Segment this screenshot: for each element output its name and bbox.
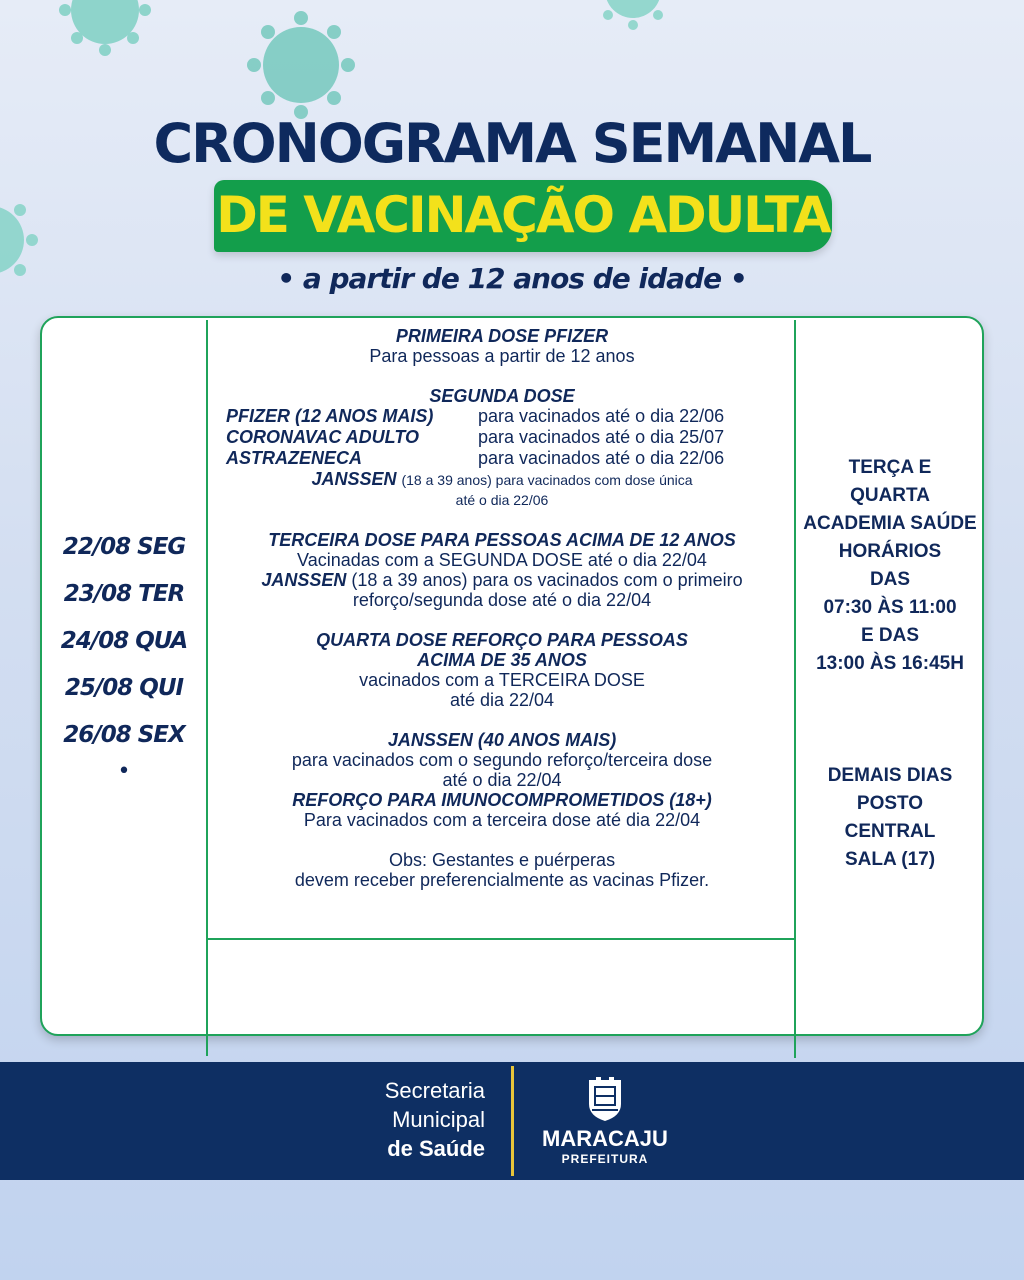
virus-icon [578,0,688,50]
location-line: TERÇA E [848,457,932,478]
secretaria-line: Secretaria [384,1078,485,1103]
location-line: SALA (17) [844,849,936,870]
vaccine-name: CORONAVAC ADULTO [226,427,419,447]
location-line: E DAS [860,625,920,646]
segunda-dose-row [210,427,794,448]
location-line: DAS [869,569,911,590]
secretaria-line: de Saúde [387,1136,485,1161]
quarta-dose-title2: ACIMA DE 35 ANOS [417,650,587,670]
primeira-dose-text: Para pessoas a partir de 12 anos [369,346,635,366]
janssen40-title: JANSSEN (40 ANOS MAIS) [387,730,617,750]
location-line: POSTO [856,793,924,814]
imuno-text: Para vacinados com a terceira dose até dia 22/04 [303,810,701,830]
virus-icon [236,10,366,120]
location-line: QUARTA [850,485,930,506]
terceira-janssen-text: (18 a 39 anos) para os vacinados com o primeiro [351,570,743,590]
vaccine-schedule [210,326,794,890]
segunda-dose-row [210,448,794,469]
footer-divider [511,1066,514,1176]
imuno-title: REFORÇO PARA IMUNOCOMPROMETIDOS (18+) [292,790,712,810]
janssen-text2: até o dia 22/06 [455,492,549,508]
terceira-dose-title: TERCEIRA DOSE PARA PESSOAS ACIMA DE 12 ANOS [268,530,736,550]
date-item: 22/08 SEG [62,534,186,560]
vaccine-name: ASTRAZENECA [226,448,363,468]
date-item: 23/08 TER [63,581,185,607]
janssen40-text: para vacinados com o segundo reforço/terceira dose [291,750,713,770]
vaccine-condition: para vacinados até o dia 22/06 [478,406,725,426]
location-block-2 [796,762,984,874]
footer-bar [0,1062,1024,1180]
vaccine-condition: para vacinados até o dia 22/06 [478,448,725,468]
dates-dot: • [117,759,131,784]
maracaju-crest-icon [586,1076,624,1122]
janssen-text: (18 a 39 anos) para vacinados com dose única [401,472,693,488]
prefeitura-label: PREFEITURA [561,1152,649,1166]
location-line: ACADEMIA SAÚDE [803,513,977,534]
janssen40-text2: até o dia 22/04 [442,770,562,790]
quarta-dose-text2: até dia 22/04 [449,690,555,710]
city-name: MARACAJU [542,1126,668,1151]
location-line: HORÁRIOS [838,541,942,562]
page-title-line2: DE VACINAÇÃO ADULTA [216,186,830,244]
secretaria-label [300,1076,485,1163]
primeira-dose-title: PRIMEIRA DOSE PFIZER [395,326,609,346]
terceira-janssen-label: JANSSEN [261,570,347,590]
date-item: 26/08 SEX [63,722,185,748]
date-item: 24/08 QUA [60,628,188,654]
page-subtitle: • a partir de 12 anos de idade • [277,262,747,295]
title-ribbon [214,180,832,252]
janssen-row [210,469,794,490]
date-item: 25/08 QUI [64,675,184,701]
terceira-dose-text: Vacinadas com a SEGUNDA DOSE até o dia 22/04 [297,550,707,570]
column-divider-left [206,320,208,1056]
obs-text2: devem receber preferencialmente as vacinas Pfizer. [294,870,710,890]
virus-icon [40,0,170,80]
vaccine-condition: para vacinados até o dia 25/07 [478,427,725,447]
secretaria-line: Municipal [392,1107,485,1132]
terceira-janssen-row [210,570,794,590]
segunda-dose-title: SEGUNDA DOSE [429,386,575,406]
location-line: DEMAIS DIAS [827,765,953,786]
segunda-dose-row [210,406,794,427]
quarta-dose-text: vacinados com a TERCEIRA DOSE [359,670,645,690]
quarta-dose-title: QUARTA DOSE REFORÇO PARA PESSOAS [316,630,688,650]
row-divider [206,938,796,940]
obs-text: Obs: Gestantes e puérperas [388,850,616,870]
vaccine-name: PFIZER (12 ANOS MAIS) [226,406,434,426]
location-line: CENTRAL [844,821,936,842]
terceira-janssen-text2: reforço/segunda dose até o dia 22/04 [352,590,652,610]
janssen-label: JANSSEN [311,469,397,489]
location-line: 13:00 ÀS 16:45H [816,653,964,674]
page-title: CRONOGRAMA SEMANAL [153,112,871,175]
dates-column [44,530,204,784]
location-block-1 [796,454,984,678]
location-line: 07:30 ÀS 11:00 [823,597,957,618]
column-divider-right [794,320,796,1058]
